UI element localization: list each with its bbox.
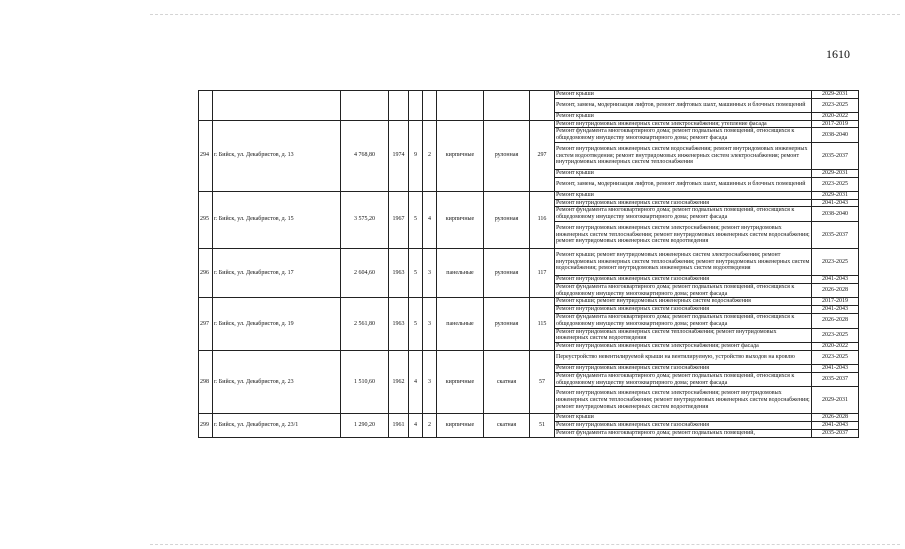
building-address: г. Бийск, ул. Декабристов, д. 23/1 [213,414,341,437]
empty-cell [341,91,389,121]
work-description: Ремонт крыши [555,91,812,99]
work-description: Ремонт внутридомовых инженерных систем газоснабжения [555,199,812,207]
work-period: 2029-2031 [812,387,859,414]
build-year: 1967 [389,191,409,248]
work-description: Ремонт внутридомовых инженерных систем газоснабжения [555,364,812,372]
work-description: Ремонт внутридомовых инженерных систем газоснабжения [555,306,812,314]
building-number: 296 [199,248,213,297]
work-description: Переустройство невентилируемой крыши на вентилируемую, устройство выходов на кровлю [555,350,812,364]
roof-type: скатная [484,414,530,437]
work-period: 2038-2040 [812,207,859,222]
work-description: Ремонт внутридомовых инженерных систем электроснабжения; утепление фасада [555,120,812,128]
building-address: г. Бийск, ул. Декабристов, д. 13 [213,120,341,191]
build-year: 1974 [389,120,409,191]
floors-count: 4 [409,350,423,413]
work-description: Ремонт, замена, модернизация лифтов, ремонт лифтовых шахт, машинных и блочных помещений [555,98,812,112]
total-area: 1 510,60 [341,350,389,413]
entrances-count: 2 [423,414,437,437]
work-period: 2035-2037 [812,142,859,169]
table-row [199,91,859,99]
total-area: 4 768,80 [341,120,389,191]
work-description: Ремонт крыши; ремонт внутридомовых инженерных систем электроснабжения; ремонт внутридомовых инженерных систем теплоснабжения; ремонт внутридомовых инженерных систем водоснабжения; ремонт внутридомовых инженерных систем водоотведения [555,248,812,275]
building-address: г. Бийск, ул. Декабристов, д. 17 [213,248,341,297]
work-period: 2029-2031 [812,169,859,177]
work-description: Ремонт фундамента многоквартирного дома; ремонт подвальных помещений, относящихся к общедомовому имуществу многоквартирного дома; ремонт фасада [555,283,812,298]
work-description: Ремонт внутридомовых инженерных систем теплоснабжения; ремонт внутридомовых инженерных систем водоотведения [555,328,812,343]
apartments-count: 115 [530,298,555,351]
empty-cell [389,91,409,121]
work-period: 2023-2025 [812,98,859,112]
work-description: Ремонт крыши [555,112,812,120]
roof-type: рулонная [484,120,530,191]
work-description: Ремонт крыши; ремонт внутридомовых инженерных систем водоснабжения [555,298,812,306]
floors-count: 9 [409,120,423,191]
work-description: Ремонт, замена, модернизация лифтов, ремонт лифтовых шахт, машинных и блочных помещений [555,177,812,191]
work-period: 2029-2031 [812,91,859,99]
floors-count: 4 [409,414,423,437]
wall-material: кирпичные [437,191,484,248]
entrances-count: 4 [423,191,437,248]
scan-edge-top [150,14,900,15]
building-number: 295 [199,191,213,248]
building-number: 298 [199,350,213,413]
build-year: 1963 [389,248,409,297]
work-period: 2035-2037 [812,429,859,437]
wall-material: кирпичные [437,350,484,413]
work-period: 2023-2025 [812,350,859,364]
building-number: 297 [199,298,213,351]
scan-edge-bottom [150,544,900,545]
apartments-count: 51 [530,414,555,437]
empty-cell [409,91,423,121]
build-year: 1962 [389,350,409,413]
table-row [199,414,859,422]
build-year: 1961 [389,414,409,437]
work-description: Ремонт внутридомовых инженерных систем водоснабжения; ремонт внутридомовых инженерных систем водоотведения; ремонт внутридомовых инженерных систем электроснабжения; ремонт внутридомовых инженерных систем теплоснабжения [555,142,812,169]
work-description: Ремонт внутридомовых инженерных систем электроснабжения; ремонт фасада [555,343,812,351]
work-description: Ремонт внутридомовых инженерных систем газоснабжения [555,422,812,430]
wall-material: панельные [437,298,484,351]
work-period: 2041-2043 [812,422,859,430]
empty-cell [530,91,555,121]
empty-cell [437,91,484,121]
entrances-count: 3 [423,350,437,413]
entrances-count: 2 [423,120,437,191]
roof-type: рулонная [484,248,530,297]
work-description: Ремонт внутридомовых инженерных систем электроснабжения; ремонт внутридомовых инженерных систем теплоснабжения; ремонт внутридомовых инженерных систем водоснабжения; ремонт внутридомовых инженерных систем водоотведения [555,221,812,248]
total-area: 2 604,60 [341,248,389,297]
work-description: Ремонт фундамента многоквартирного дома; ремонт подвальных помещений, [555,429,812,437]
floors-count: 5 [409,248,423,297]
page-number: 1610 [826,47,850,61]
work-period: 2023-2025 [812,328,859,343]
building-address: г. Бийск, ул. Декабристов, д. 23 [213,350,341,413]
work-period: 2035-2037 [812,221,859,248]
work-period: 2017-2019 [812,120,859,128]
total-area: 3 575,20 [341,191,389,248]
work-period: 2026-2028 [812,414,859,422]
work-period: 2026-2028 [812,283,859,298]
work-period: 2041-2043 [812,275,859,283]
work-description: Ремонт фундамента многоквартирного дома; ремонт подвальных помещений, относящихся к общедомовому имуществу многоквартирного дома; ремонт фасада [555,128,812,143]
apartments-count: 116 [530,191,555,248]
building-number: 299 [199,414,213,437]
building-number: 294 [199,120,213,191]
roof-type: скатная [484,350,530,413]
capital-repair-table [198,90,859,438]
floors-count: 5 [409,191,423,248]
work-period: 2020-2022 [812,112,859,120]
work-period: 2041-2043 [812,306,859,314]
floors-count: 5 [409,298,423,351]
wall-material: кирпичные [437,120,484,191]
wall-material: панельные [437,248,484,297]
work-description: Ремонт крыши [555,169,812,177]
work-period: 2017-2019 [812,298,859,306]
empty-cell [484,91,530,121]
table-row [199,120,859,128]
work-period: 2038-2040 [812,128,859,143]
work-period: 2020-2022 [812,343,859,351]
building-address: г. Бийск, ул. Декабристов, д. 15 [213,191,341,248]
apartments-count: 57 [530,350,555,413]
work-period: 2041-2043 [812,199,859,207]
wall-material: кирпичные [437,414,484,437]
total-area: 2 561,80 [341,298,389,351]
build-year: 1963 [389,298,409,351]
entrances-count: 3 [423,248,437,297]
work-description: Ремонт внутридомовых инженерных систем электроснабжения; ремонт внутридомовых инженерных систем теплоснабжения; ремонт внутридомовых инженерных систем водоснабжения; ремонт внутридомовых инженерных систем водоотведения [555,387,812,414]
apartments-count: 117 [530,248,555,297]
apartments-count: 297 [530,120,555,191]
roof-type: рулонная [484,298,530,351]
work-period: 2041-2043 [812,364,859,372]
total-area: 1 290,20 [341,414,389,437]
work-period: 2035-2037 [812,372,859,387]
work-description: Ремонт фундамента многоквартирного дома; ремонт подвальных помещений, относящихся к общедомовому имуществу многоквартирного дома; ремонт фасада [555,207,812,222]
work-period: 2023-2025 [812,177,859,191]
work-description: Ремонт крыши [555,191,812,199]
work-description: Ремонт фундамента многоквартирного дома; ремонт подвальных помещений, относящихся к общедомовому имуществу многоквартирного дома; ремонт фасада [555,372,812,387]
building-address: г. Бийск, ул. Декабристов, д. 19 [213,298,341,351]
work-description: Ремонт крыши [555,414,812,422]
empty-cell [213,91,341,121]
work-period: 2029-2031 [812,191,859,199]
table-row [199,191,859,199]
work-description: Ремонт внутридомовых инженерных систем газоснабжения [555,275,812,283]
work-period: 2026-2028 [812,313,859,328]
roof-type: рулонная [484,191,530,248]
table-row [199,350,859,364]
entrances-count: 3 [423,298,437,351]
empty-cell [199,91,213,121]
work-period: 2023-2025 [812,248,859,275]
work-description: Ремонт фундамента многоквартирного дома; ремонт подвальных помещений, относящихся к общедомовому имуществу многоквартирного дома; ремонт фасада [555,313,812,328]
table-row [199,248,859,275]
empty-cell [423,91,437,121]
table-row [199,298,859,306]
